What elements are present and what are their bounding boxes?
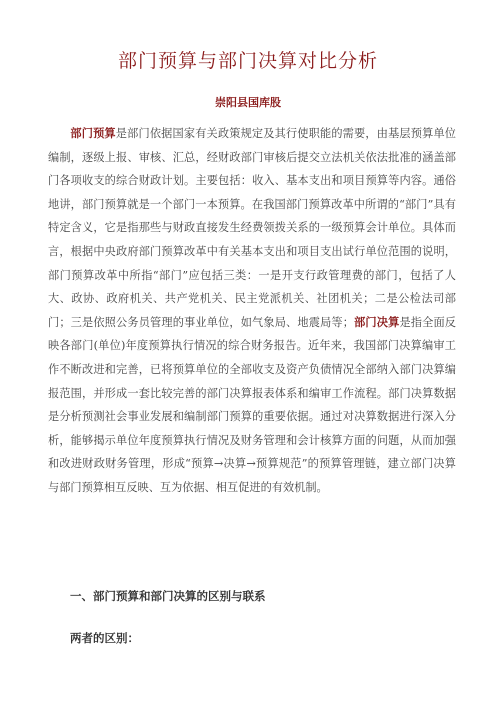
term-department-final-accounts: 部门决算	[353, 315, 400, 329]
document-body	[48, 122, 456, 500]
section-heading: 一、部门预算和部门决算的区别与联系	[70, 589, 266, 603]
section-subheading: 两者的区别：	[70, 631, 139, 645]
paragraph-budget-definition	[48, 122, 456, 500]
document-author: 崇阳县国库股	[215, 96, 281, 109]
term-department-budget: 部门预算	[70, 127, 116, 140]
paragraph-final-accounts-text: 是指全面反映各部门(单位)年度预算执行情况的综合财务报告。近年来，我国部门决算编审工作不断改进和完善，已将预算单位的全部收支及资产负债情况全部纳入部门决算编报范围，并形成一套比较完善的部门决算报表体系和编审工作流程。部门决算数据是分析预测社会事业发展和编制部门预算的重要依据。通过对决算数据进行深入分析，能够揭示单位年度预算执行情况及财务管理和会计核算方面的问题，从而加强和改进财政财务管理，形成“预算→决算→预算规范”的预算管理链，建立部门决算与部门预算相互反映、互为依据、相互促进的有效机制。	[48, 315, 456, 494]
paragraph-budget-text: 是部门依据国家有关政策规定及其行使职能的需要，由基层预算单位编制，逐级上报、审核、汇总，经财政部门审核后提交立法机关依法批准的涵盖部门各项收支的综合财政计划。主要包括：收入、基本支出和项目预算等内容。通俗地讲，部门预算就是一个部门一本预算。在我国部门预算改革中所谓的“部门”具有特定含义，它是指那些与财政直接发生经费领拨关系的一级预算会计单位。具体而言，根据中央政府部门预算改革中有关基本支出和项目支出试行单位范围的说明，部门预算改革中所指“部门”应包括三类：一是开支行政管理费的部门，包括了人大、政协、政府机关、共产党机关、民主党派机关、社团机关；二是公检法司部门；三是依照公务员管理的事业单位，如气象局、地震局等；	[48, 127, 456, 329]
document-title: 部门预算与部门决算对比分析	[117, 50, 378, 72]
